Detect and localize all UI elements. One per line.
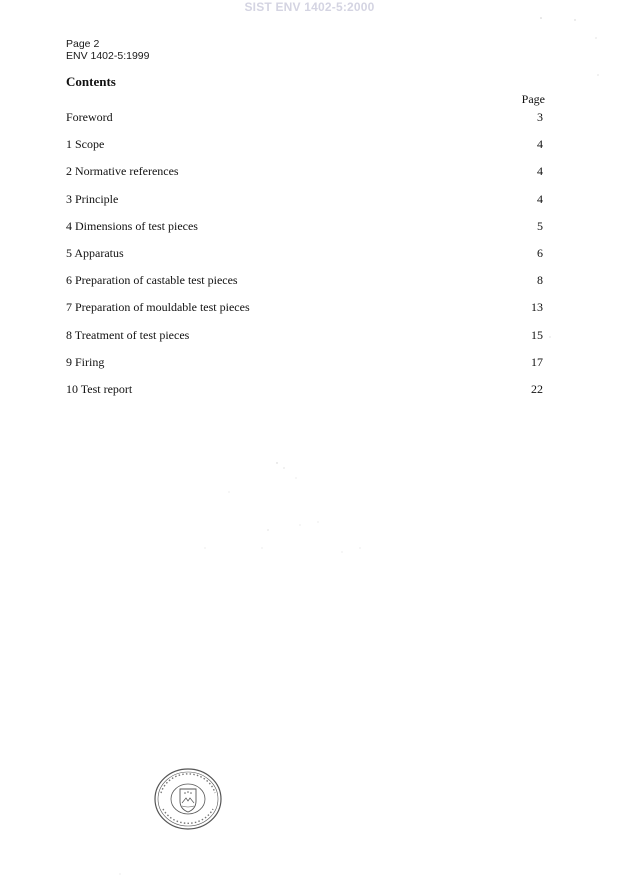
- toc-entry-title: 3 Principle: [66, 191, 119, 206]
- toc-entry-page: 3: [537, 110, 543, 124]
- toc-entry-title: 9 Firing: [66, 354, 105, 369]
- toc-entry-page: 5: [537, 218, 543, 233]
- toc-entry-title: Foreword: [66, 110, 113, 124]
- toc-entry-page: 13: [531, 300, 543, 315]
- toc-entry-title: 1 Scope: [66, 137, 105, 152]
- toc-entry: [66, 246, 543, 273]
- page-header: [66, 38, 149, 62]
- toc-entry-title: 4 Dimensions of test pieces: [66, 218, 198, 233]
- toc-entry-page: 17: [531, 354, 543, 369]
- toc-entry-title: 7 Preparation of mouldable test pieces: [66, 300, 250, 315]
- toc-entry-title: 10 Test report: [66, 381, 133, 396]
- table-of-contents: [66, 110, 543, 409]
- toc-entry-title: 2 Normative references: [66, 164, 179, 179]
- toc-entry: [66, 192, 543, 219]
- toc-entry-page: 4: [537, 164, 543, 179]
- page-number-label: Page 2: [66, 38, 100, 50]
- toc-entry-title: 6 Preparation of castable test pieces: [66, 273, 238, 288]
- page-column-label: Page: [521, 92, 545, 106]
- toc-entry-title: 5 Apparatus: [66, 245, 124, 260]
- contents-title: Contents: [66, 74, 116, 89]
- toc-entry-page: 4: [537, 137, 543, 152]
- toc-entry-page: 8: [537, 273, 543, 288]
- toc-entry: [66, 219, 543, 246]
- toc-entry: [66, 300, 543, 327]
- watermark: SIST ENV 1402-5:2000: [244, 0, 375, 14]
- toc-entry: [66, 110, 543, 137]
- toc-entry-page: 4: [537, 191, 543, 206]
- official-stamp-icon: [153, 767, 223, 831]
- toc-entry: [66, 273, 543, 300]
- toc-entry: [66, 164, 543, 191]
- toc-entry-page: 15: [531, 327, 543, 342]
- toc-entry: [66, 328, 543, 355]
- toc-entry-page: 22: [531, 381, 543, 396]
- toc-entry: [66, 355, 543, 382]
- document-id: ENV 1402-5:1999: [66, 50, 150, 62]
- toc-entry-page: 6: [537, 245, 543, 260]
- toc-entry: [66, 137, 543, 164]
- toc-entry-title: 8 Treatment of test pieces: [66, 327, 190, 342]
- toc-entry: [66, 382, 543, 409]
